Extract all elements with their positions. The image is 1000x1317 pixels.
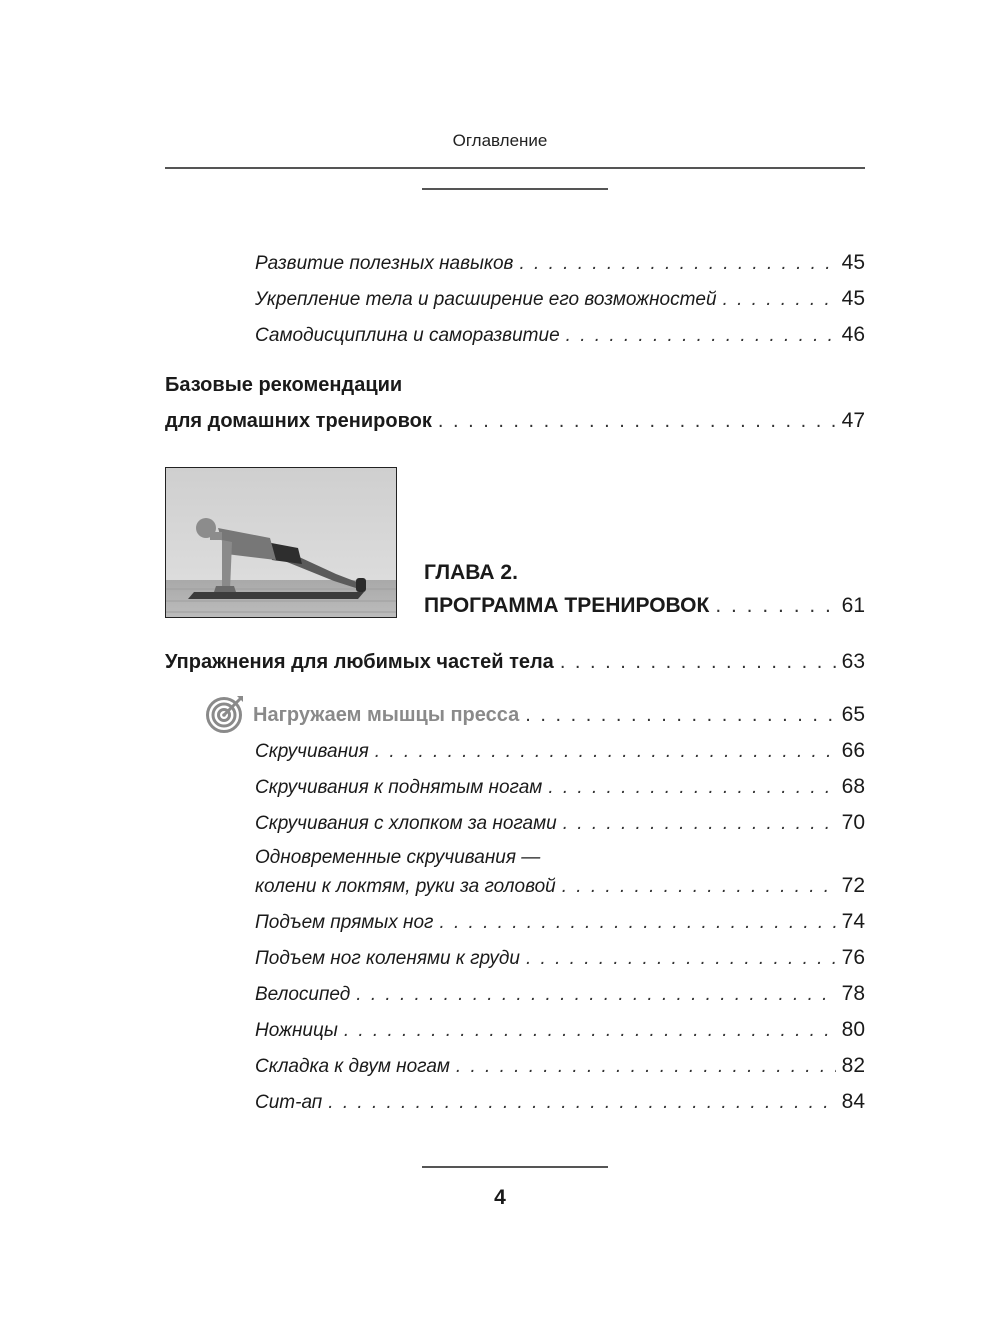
toc-section-title-line2: для домашних тренировок — [165, 410, 432, 432]
header-rule — [165, 167, 865, 169]
leader-dots — [525, 704, 835, 727]
toc-entry[interactable] — [255, 739, 865, 763]
toc-entry-title: Самодисциплина и саморазвитие — [255, 325, 560, 346]
leader-dots — [375, 741, 836, 763]
chapter-title: ПРОГРАММА ТРЕНИРОВОК — [424, 594, 710, 617]
leader-dots — [562, 876, 836, 898]
toc-entry[interactable] — [255, 1090, 865, 1114]
toc-entry-page: 72 — [841, 874, 865, 897]
toc-entry-page: 68 — [841, 775, 865, 798]
leader-dots — [563, 813, 836, 835]
chapter-number: ГЛАВА 2. — [424, 561, 518, 584]
page-number: 4 — [494, 1186, 506, 1209]
toc-entry-title: Скручивания к поднятым ногам — [255, 777, 543, 798]
toc-entry-title: Развитие полезных навыков — [255, 253, 514, 274]
plank-photo — [165, 467, 397, 618]
leader-dots — [715, 594, 835, 618]
toc-entry-page: 82 — [841, 1054, 865, 1077]
toc-entry[interactable] — [255, 874, 865, 898]
toc-entry-title: Скручивания с хлопком за ногами — [255, 813, 557, 834]
leader-dots — [456, 1056, 836, 1078]
toc-entry-page: 45 — [841, 251, 865, 274]
toc-entry[interactable] — [255, 775, 865, 799]
leader-dots — [439, 912, 835, 934]
toc-entry[interactable] — [255, 811, 865, 835]
toc-entry[interactable] — [255, 1018, 865, 1042]
toc-entry-page: 80 — [841, 1018, 865, 1041]
header-short-rule — [422, 188, 608, 190]
leader-dots — [560, 651, 836, 674]
toc-entry-page: 63 — [841, 650, 865, 673]
leader-dots — [328, 1092, 835, 1114]
toc-entry-page: 45 — [841, 287, 865, 310]
toc-entry[interactable] — [255, 287, 865, 311]
toc-entry-title: Скручивания — [255, 741, 369, 762]
toc-entry-page: 76 — [841, 946, 865, 969]
toc-entry-title: Ножницы — [255, 1020, 338, 1041]
footer-short-rule — [422, 1166, 608, 1168]
toc-entry-page: 74 — [841, 910, 865, 933]
target-icon — [205, 694, 245, 734]
toc-entry-title: Укрепление тела и расширение его возможностей — [255, 289, 717, 310]
toc-entry-title: Велосипед — [255, 984, 351, 1005]
toc-entry-page: 46 — [841, 323, 865, 346]
leader-dots — [344, 1020, 836, 1042]
leader-dots — [723, 289, 836, 311]
toc-entry[interactable] — [255, 251, 865, 275]
running-head: Оглавление — [452, 131, 548, 150]
plank-illustration — [166, 468, 397, 618]
toc-subsection[interactable] — [253, 703, 865, 727]
leader-dots — [519, 253, 835, 275]
leader-dots — [548, 777, 835, 799]
toc-subsection-title: Нагружаем мышцы пресса — [253, 704, 520, 726]
toc-entry[interactable] — [255, 323, 865, 347]
toc-chapter[interactable] — [424, 594, 865, 618]
leader-dots — [438, 410, 836, 433]
toc-entry-page: 70 — [841, 811, 865, 834]
toc-entry-title: Подъем прямых ног — [255, 912, 434, 933]
toc-entry-title-line2: колени к локтям, руки за головой — [255, 876, 556, 897]
toc-entry-title: Складка к двум ногам — [255, 1056, 450, 1077]
toc-entry-page: 65 — [841, 703, 865, 726]
leader-dots — [356, 984, 835, 1006]
toc-entry-title-line1: Одновременные скручивания — — [255, 847, 541, 868]
leader-dots — [566, 325, 836, 347]
toc-entry-page: 66 — [841, 739, 865, 762]
toc-entry-page: 78 — [841, 982, 865, 1005]
toc-entry[interactable] — [255, 946, 865, 970]
toc-entry-title: Подъем ног коленями к груди — [255, 948, 520, 969]
toc-section-title: Упражнения для любимых частей тела — [165, 651, 554, 673]
toc-entry-page: 84 — [841, 1090, 865, 1113]
toc-entry-title: Сит-ап — [255, 1092, 323, 1113]
toc-entry-page: 61 — [841, 594, 865, 617]
toc-section-title-line1: Базовые рекомендации — [165, 374, 403, 396]
toc-entry[interactable] — [255, 1054, 865, 1078]
toc-section-basic[interactable] — [165, 409, 865, 433]
leader-dots — [526, 948, 836, 970]
toc-entry[interactable] — [255, 910, 865, 934]
toc-entry-page: 47 — [841, 409, 865, 432]
toc-entry[interactable] — [255, 982, 865, 1006]
toc-section-exercises[interactable] — [165, 650, 865, 674]
